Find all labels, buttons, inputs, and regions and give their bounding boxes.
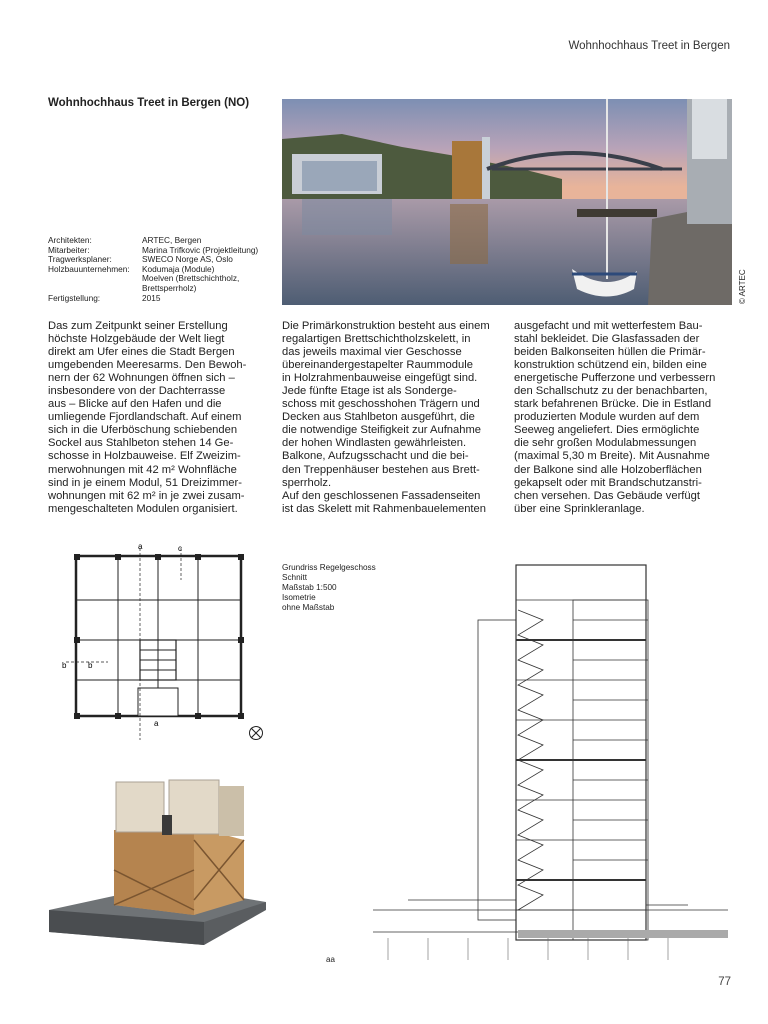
credit-row: Moelven (Brettschichtholz, Brettsperrholz) xyxy=(142,273,240,293)
photo-credit xyxy=(736,262,748,306)
credit-row: Mitarbeiter: Marina Trifkovic (Projektleitung) xyxy=(48,244,259,255)
credit-row: Holzbauunternehmen: Kodumaja (Module) xyxy=(48,263,215,274)
floor-plan xyxy=(48,540,278,745)
body-column-2: Die Primärkonstruktion besteht aus einem regalartigen Brettschichtholzskelett, in das jeweils maximal vier Geschosse übereinandergestapelter Raummodule in Holzrahmenbauweise eingefügt sind. Jede fünfte Etage ist als Sonderge- schoss mit geschosshohen Trägern und Decken aus Stahlbeton ausgeführt, die die notwendige Steifigkeit zur Aufnahme der hohen Windlasten gewährleisten. Balkone, Aufzugsschacht und die bei- den Treppenhäuser bestehen aus Brett- sperrholz. Auf den geschlossenen Fassadenseiten ist das Skelett mit Rahmenbauelementen xyxy=(282,320,490,515)
plan-label-b-left: b xyxy=(62,661,67,670)
north-arrow-icon xyxy=(248,725,264,741)
article-title: Wohnhochhaus Treet in Bergen (NO) xyxy=(48,97,250,109)
page-number: 77 xyxy=(718,976,731,988)
plan-label-c-top: c xyxy=(178,544,182,553)
plan-label-b-inner: b xyxy=(88,661,93,670)
building-section xyxy=(368,560,733,965)
plan-label-a-bottom: a xyxy=(154,719,159,728)
project-credits xyxy=(48,236,280,303)
building-photo xyxy=(282,99,732,305)
photo-credit-text: © ARTEC xyxy=(738,269,747,304)
body-column-1: Das zum Zeitpunkt seiner Erstellung höchste Holzgebäude der Welt liegt direkt am Ufer eines die Stadt Bergen umgebenden Meeresarms. Den Bewoh- nern der 62 Wohnungen öffnen sich – insbesondere von der Dachterrasse aus – Blicke auf den Hafen und die umliegende Fjordlandschaft. Auf einem sich in die Uferböschung schiebenden Sockel aus Stahlbeton stehen 14 Ge- schosse in Holzbauweise. Elf Zweizim- merwohnungen mit 42 m² Wohnfläche sind in je einem Modul, 51 Dreizimmer- wohnungen mit 62 m² in je zwei zusam- mengeschalteten Modulen organisiert. xyxy=(48,320,247,515)
credit-row: Architekten: ARTEC, Bergen xyxy=(48,235,202,245)
credit-row: Fertigstellung: 2015 xyxy=(48,292,161,303)
plan-label-a-top: a xyxy=(138,542,143,551)
figure-caption: Grundriss Regelgeschoss Schnitt Maßstab 1:500 Isometrie ohne Maßstab xyxy=(282,563,376,613)
running-head: Wohnhochhaus Treet in Bergen xyxy=(568,40,730,52)
section-label: aa xyxy=(326,955,335,964)
credit-row: Tragwerksplaner: SWECO Norge AS, Oslo xyxy=(48,254,233,265)
isometric-model xyxy=(44,760,270,960)
body-column-3: ausgefacht und mit wetterfestem Bau- stahl bekleidet. Die Glasfassaden der beiden Balkonseiten hüllen die Primär- konstruktion schützend ein, bilden eine energetische Pufferzone und verbessern den Schallschutz zu der benachbarten, stark befahrenen Brücke. Die in Estland produzierten Module wurden auf dem Seeweg angeliefert. Dies ermöglichte die sehr großen Modulabmessungen (maximal 5,30 m Breite). Mit Ausnahme der Balkone sind alle Holzoberflächen gekapselt oder mit Brandschutzanstri- chen versehen. Das Gebäude verfügt über eine Sprinkleranlage. xyxy=(514,320,716,515)
